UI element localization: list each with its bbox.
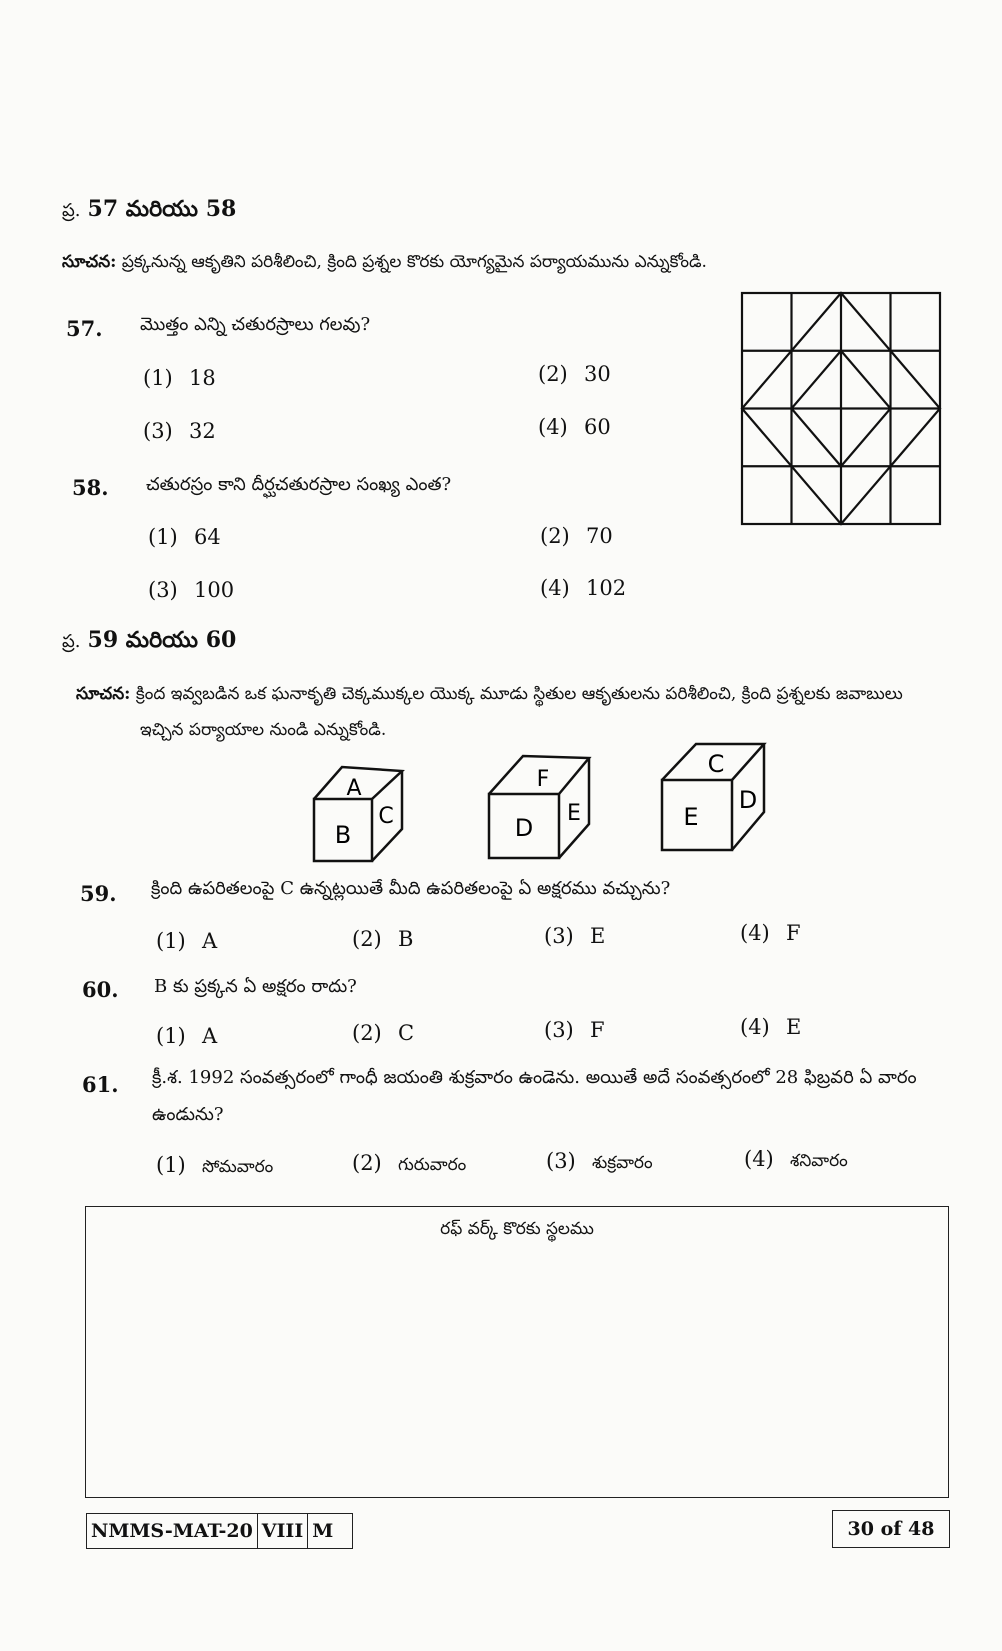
option-value: 30: [584, 362, 611, 386]
note-label: సూచన:: [76, 684, 131, 704]
footer-medium: M: [312, 1520, 334, 1542]
option-value: 60: [584, 415, 611, 439]
option-58-3[interactable]: [148, 578, 234, 602]
question-number-57: 57.: [66, 316, 103, 341]
option-value: 102: [586, 576, 627, 600]
option-value: A: [202, 929, 218, 953]
option-58-1[interactable]: [148, 525, 221, 549]
option-value: E: [786, 1015, 802, 1039]
question-number-60: 60.: [82, 977, 119, 1002]
question-text-61-line1: క్రీ.శ. 1992 సంవత్సరంలో గాంధీ జయంతి శుక్రవారం ఉండెను. అయితే అదే సంవత్సరంలో 28 ఫిబ్రవరి ఏ వారం: [152, 1067, 917, 1088]
question-number-58: 58.: [72, 475, 109, 500]
cube-1-side-letter: C: [378, 804, 394, 829]
option-number: (2): [352, 927, 382, 951]
option-value: F: [786, 921, 801, 945]
cube-3: [660, 740, 766, 852]
option-60-2[interactable]: [352, 1021, 414, 1045]
option-number: (1): [156, 929, 186, 953]
question-text-57: మొత్తం ఎన్ని చతురస్రాలు గలవు?: [140, 314, 371, 335]
option-59-3[interactable]: [544, 924, 605, 948]
option-value: A: [202, 1024, 218, 1048]
option-57-2[interactable]: [538, 362, 611, 386]
cube-1-front-letter: B: [334, 821, 352, 849]
cube-1-top-letter: A: [346, 776, 362, 801]
rough-work-box[interactable]: [85, 1206, 949, 1498]
option-number: (2): [540, 524, 570, 548]
note-label: సూచన:: [62, 252, 117, 272]
option-value: B: [398, 927, 414, 951]
option-value: 32: [189, 419, 216, 443]
option-number: (2): [352, 1151, 382, 1175]
instruction-59-60-line2: ఇచ్చిన పర్యాయాల నుండి ఎన్నుకోండి.: [140, 720, 387, 740]
option-value: 100: [194, 578, 235, 602]
option-number: (4): [538, 415, 568, 439]
option-value: గురువారం: [398, 1155, 467, 1175]
cube-3-side-letter: D: [738, 786, 758, 814]
cube-1: [310, 763, 410, 865]
option-number: (4): [740, 921, 770, 945]
question-text-61-line2: ఉండును?: [152, 1104, 224, 1125]
option-value: 70: [586, 524, 613, 548]
option-number: (3): [143, 419, 173, 443]
option-value: C: [398, 1021, 415, 1045]
option-number: (1): [156, 1024, 186, 1048]
option-60-1[interactable]: [156, 1024, 217, 1048]
question-text-59: క్రింది ఉపరితలంపై C ఉన్నట్లయితే మీది ఉపరితలంపై ఏ అక్షరము వచ్చును?: [151, 878, 671, 899]
option-57-3[interactable]: [143, 419, 216, 443]
option-number: (2): [352, 1021, 382, 1045]
option-number: (3): [544, 924, 574, 948]
footer-class: VIII: [258, 1514, 308, 1548]
footer-code: NMMS-MAT-20: [87, 1514, 258, 1548]
option-number: (1): [143, 366, 173, 390]
option-value: శనివారం: [790, 1151, 848, 1171]
heading-numbers: 59 మరియు 60: [87, 627, 237, 653]
note-text: ప్రక్కనున్న ఆకృతిని పరిశీలించి, క్రింది ప్రశ్నల కొరకు యోగ్యమైన పర్యాయమును ఎన్నుకోండి.: [121, 252, 707, 272]
option-number: (3): [546, 1149, 576, 1173]
heading-numbers: 57 మరియు 58: [87, 196, 237, 222]
option-number: (4): [744, 1147, 774, 1171]
option-58-2[interactable]: [540, 524, 613, 548]
question-text-60: B కు ప్రక్కన ఏ అక్షరం రాదు?: [154, 976, 357, 997]
cube-3-top-letter: C: [707, 750, 725, 778]
option-number: (1): [156, 1153, 186, 1177]
option-value: 18: [189, 366, 216, 390]
section-heading-59-60: [62, 627, 236, 658]
section-heading-57-58: [62, 196, 236, 227]
question-number-61: 61.: [82, 1072, 119, 1097]
rough-work-title: రఫ్ వర్క్ కొరకు స్థలము: [440, 1219, 594, 1239]
option-57-4[interactable]: [538, 415, 611, 439]
option-61-1[interactable]: [156, 1153, 273, 1181]
option-61-2[interactable]: [352, 1151, 466, 1179]
option-61-4[interactable]: [744, 1147, 848, 1175]
cube-2-top-letter: F: [536, 767, 550, 792]
option-value: 64: [194, 525, 221, 549]
question-text-58: చతురస్రం కాని దీర్ఘచతురస్రాల సంఖ్య ఎంత?: [146, 474, 452, 495]
option-value: సోమవారం: [202, 1157, 274, 1177]
square-grid-figure: [741, 292, 941, 525]
question-number-59: 59.: [80, 881, 117, 906]
option-59-2[interactable]: [352, 927, 413, 951]
option-number: (1): [148, 525, 178, 549]
option-number: (3): [544, 1018, 574, 1042]
option-number: (2): [538, 362, 568, 386]
heading-prefix: ప్ర.: [62, 631, 81, 652]
option-61-3[interactable]: [546, 1149, 653, 1177]
cube-2-front-letter: D: [514, 814, 534, 842]
option-number: (4): [540, 576, 570, 600]
cube-2-side-letter: E: [567, 801, 581, 826]
option-value: E: [590, 924, 606, 948]
instruction-59-60: [76, 676, 903, 712]
option-60-4[interactable]: [740, 1015, 801, 1039]
option-value: F: [590, 1018, 605, 1042]
heading-prefix: ప్ర.: [62, 200, 81, 221]
option-60-3[interactable]: [544, 1018, 605, 1042]
footer-exam-code: [86, 1513, 353, 1549]
option-59-4[interactable]: [740, 921, 801, 945]
cube-2: [487, 752, 591, 860]
option-number: (3): [148, 578, 178, 602]
option-value: శుక్రవారం: [592, 1153, 653, 1173]
note-text-line1: క్రింద ఇవ్వబడిన ఒక ఘనాకృతి చెక్కముక్కల యొక్క మూడు స్థితుల ఆకృతులను పరిశీలించి, క్రింది ప్రశ్నలకు జవాబులు: [135, 684, 903, 704]
option-57-1[interactable]: [143, 366, 216, 390]
option-59-1[interactable]: [156, 929, 217, 953]
cube-3-front-letter: E: [683, 803, 699, 831]
footer-page-number: 30 of 48: [832, 1510, 950, 1548]
option-58-4[interactable]: [540, 576, 626, 600]
option-number: (4): [740, 1015, 770, 1039]
instruction-57-58: [62, 244, 707, 280]
